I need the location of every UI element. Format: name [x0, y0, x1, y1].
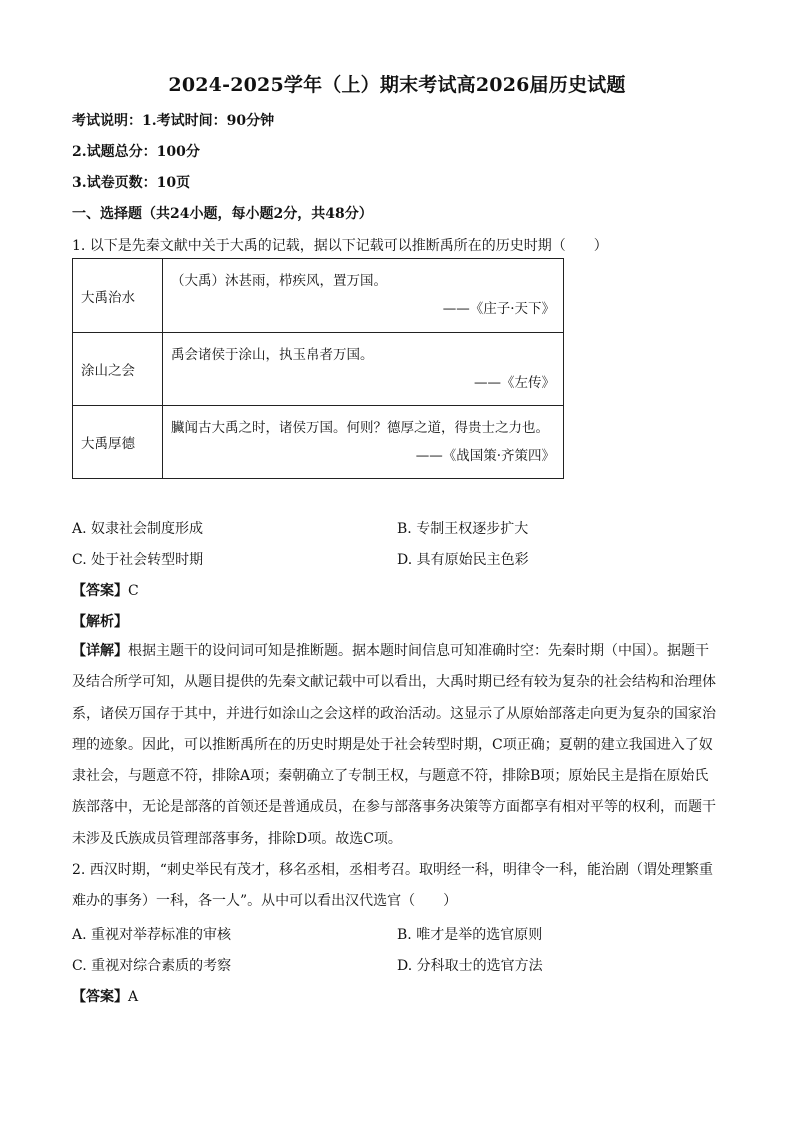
table-row-heading: 大禹厚德: [73, 406, 163, 479]
q2-option-a[interactable]: A. 重视对举荐标准的审核: [72, 927, 232, 943]
q1-analysis-tag: [72, 611, 128, 631]
table-row-heading: 大禹治水: [73, 259, 163, 333]
table-row: [73, 333, 564, 406]
detail-tag: 【详解】: [72, 643, 128, 659]
answer-tag: 【答案】: [72, 583, 128, 599]
table-row-heading: 涂山之会: [73, 333, 163, 406]
page-title: 2024-2025学年（上）期末考试高2026届历史试题: [168, 74, 626, 96]
table-row: [73, 259, 564, 333]
stem-line: 难办的事务）一科，各一人”。从中可以看出汉代选官（ ）: [72, 893, 458, 910]
table-row-quote: 禹会诸侯于涂山，执玉帛者万国。: [171, 347, 374, 363]
q2-answer: [72, 986, 138, 1006]
detail-line: 系，诸侯万国存于其中，并进行如涂山之会这样的政治活动。这显示了从原始部落走向更为复杂的国家治: [72, 705, 716, 722]
q1-detail: [72, 636, 722, 855]
table-row-source: ——《战国策·齐策四》: [415, 448, 555, 464]
table-row-content: [163, 333, 564, 406]
detail-line: 隶社会，与题意不符，排除A项；秦朝确立了专制王权，与题意不符，排除B项；原始民主是指在原始氏: [72, 768, 709, 785]
table-row: [73, 406, 564, 479]
table-row-content: [163, 259, 564, 333]
q1-option-b[interactable]: B. 专制王权逐步扩大: [397, 521, 529, 537]
table-row-quote: （大禹）沐甚雨，栉疾风，置万国。: [171, 273, 387, 289]
table-row-quote: 臟闻古大禹之时，诸侯万国。何则？德厚之道，得贵士之力也。: [171, 420, 549, 436]
section-heading: 一、选择题（共24小题，每小题2分，共48分）: [72, 206, 373, 222]
detail-line: 【详解】根据主题干的设问词可知是推断题。据本题时间信息可知准确时空：先秦时期（中国）。据题干: [72, 643, 709, 659]
q2-option-c[interactable]: C. 重视对综合素质的考察: [72, 958, 232, 974]
table-row-content: [163, 406, 564, 479]
exam-info-score: 2.试题总分：100分: [72, 144, 200, 160]
q2-option-d[interactable]: D. 分科取士的选官方法: [397, 958, 543, 974]
answer-value: C: [128, 583, 139, 599]
exam-info-pages: 3.试卷页数：10页: [72, 175, 191, 191]
q2-option-b[interactable]: B. 唯才是举的选官原则: [397, 927, 543, 943]
detail-line: 族部落中，无论是部落的首领还是普通成员，在参与部落事务决策等方面都享有相对平等的权利，而题干: [72, 799, 716, 816]
q1-option-d[interactable]: D. 具有原始民主色彩: [397, 552, 529, 568]
detail-line: 及结合所学可知，从题目提供的先秦文献记载中可以看出，大禹时期已经有较为复杂的社会结构和治理体: [72, 674, 716, 691]
question-1-stem: 1. 以下是先秦文献中关于大禹的记载，据以下记载可以推断禹所在的历史时期（ ）: [72, 238, 608, 254]
q1-answer: [72, 580, 139, 600]
table-row-source: ——《庄子·天下》: [442, 301, 555, 317]
analysis-tag: 【解析】: [72, 614, 128, 630]
table-row-source: ——《左传》: [474, 375, 555, 391]
q1-option-a[interactable]: A. 奴隶社会制度形成: [72, 521, 204, 537]
answer-tag: 【答案】: [72, 989, 128, 1005]
detail-line: 未涉及氏族成员管理部落事务，排除D项。故选C项。: [72, 830, 402, 847]
detail-line: 理的迹象。因此，可以推断禹所在的历史时期是处于社会转型时期，C项正确；夏朝的建立我国进入了奴: [72, 736, 713, 753]
question-2-stem: [72, 855, 722, 918]
stem-line: 2. 西汉时期，“刺史举民有茂才，移名丞相，丞相考召。取明经一科，明律令一科，能治剧（谓处理繁重: [72, 862, 713, 878]
source-table: [72, 258, 564, 479]
q1-option-c[interactable]: C. 处于社会转型时期: [72, 552, 204, 568]
exam-info-time: 考试说明：1.考试时间：90分钟: [72, 113, 275, 129]
answer-value: A: [128, 989, 139, 1005]
